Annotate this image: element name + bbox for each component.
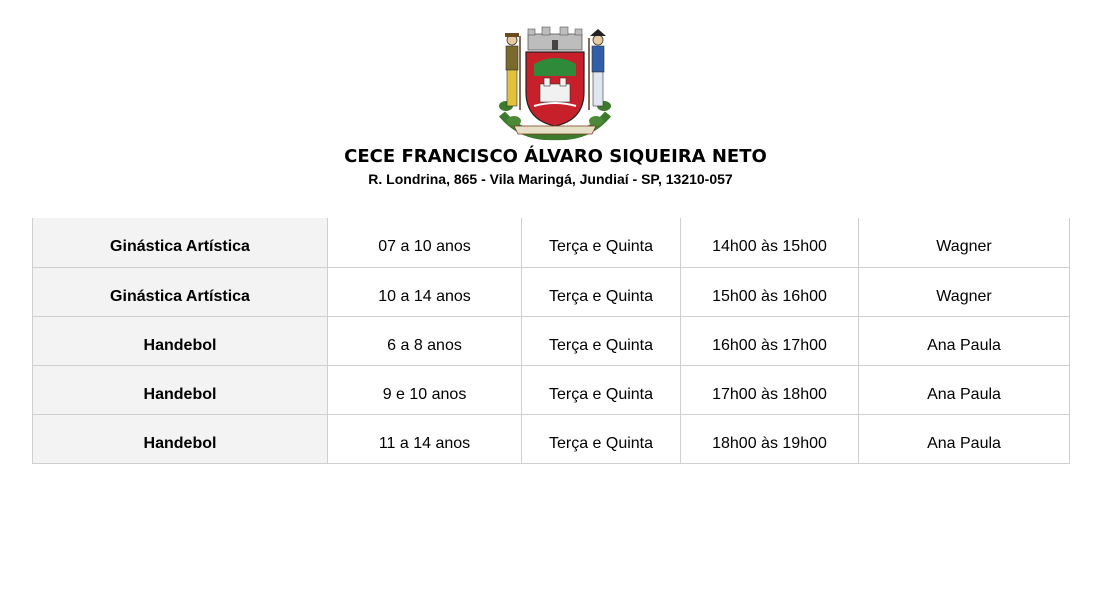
time-cell: 18h00 às 19h00 — [681, 414, 859, 463]
school-name: CECE FRANCISCO ÁLVARO SIQUEIRA NETO — [344, 146, 767, 167]
time-cell: 17h00 às 18h00 — [681, 365, 859, 414]
days-cell: Terça e Quinta — [522, 267, 681, 316]
instructor-cell: Wagner — [859, 218, 1070, 267]
activity-cell: Ginástica Artística — [33, 218, 328, 267]
instructor-cell: Wagner — [859, 267, 1070, 316]
days-cell: Terça e Quinta — [522, 414, 681, 463]
instructor-cell: Ana Paula — [859, 316, 1070, 365]
time-cell: 16h00 às 17h00 — [681, 316, 859, 365]
days-cell: Terça e Quinta — [522, 316, 681, 365]
school-address: R. Londrina, 865 - Vila Maringá, Jundiaí - SP, 13210-057 — [368, 171, 733, 187]
instructor-cell: Ana Paula — [859, 414, 1070, 463]
activity-cell: Ginástica Artística — [33, 267, 328, 316]
coat-of-arms-logo — [492, 26, 618, 142]
time-cell: 14h00 às 15h00 — [681, 218, 859, 267]
activity-cell: Handebol — [33, 365, 328, 414]
table-row — [33, 316, 1070, 365]
schedule-table — [32, 218, 1070, 464]
age-range-cell: 10 a 14 anos — [328, 267, 522, 316]
time-cell: 15h00 às 16h00 — [681, 267, 859, 316]
instructor-cell: Ana Paula — [859, 365, 1070, 414]
table-row — [33, 365, 1070, 414]
activity-cell: Handebol — [33, 316, 328, 365]
table-row — [33, 218, 1070, 267]
days-cell: Terça e Quinta — [522, 365, 681, 414]
age-range-cell: 6 a 8 anos — [328, 316, 522, 365]
days-cell: Terça e Quinta — [522, 218, 681, 267]
age-range-cell: 9 e 10 anos — [328, 365, 522, 414]
table-row — [33, 414, 1070, 463]
age-range-cell: 07 a 10 anos — [328, 218, 522, 267]
activity-cell: Handebol — [33, 414, 328, 463]
table-row — [33, 267, 1070, 316]
age-range-cell: 11 a 14 anos — [328, 414, 522, 463]
